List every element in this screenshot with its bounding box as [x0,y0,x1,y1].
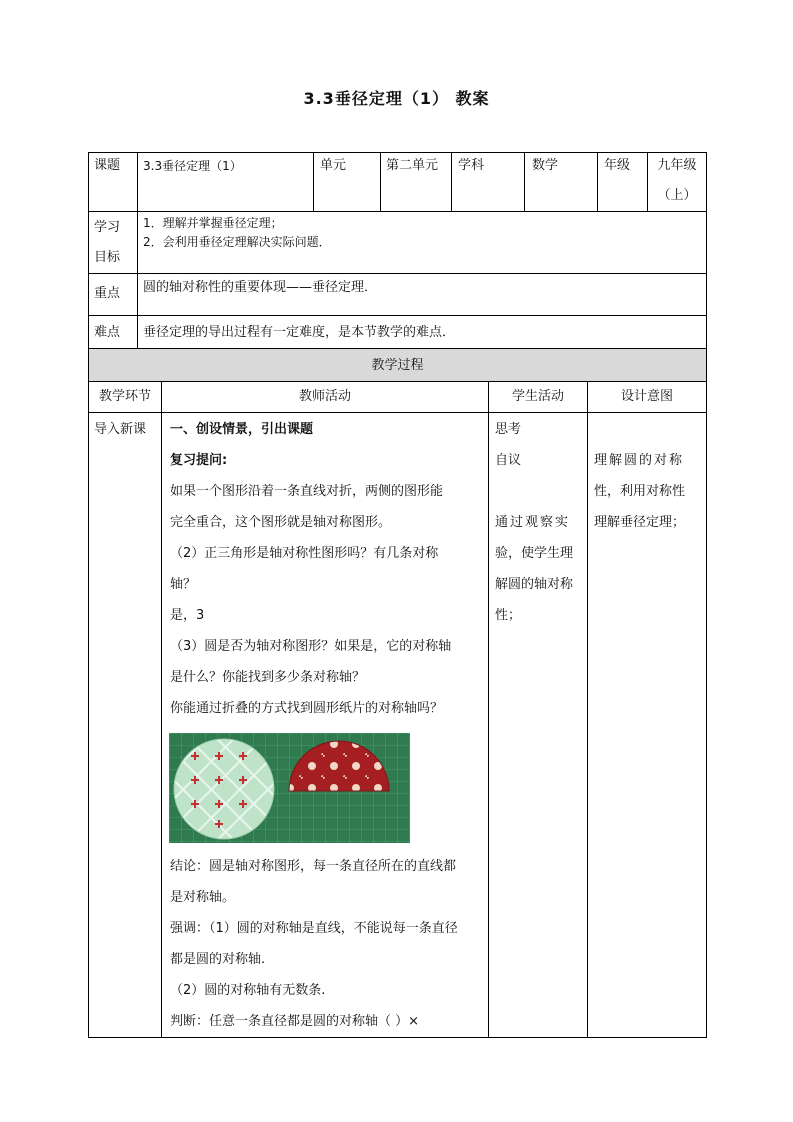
col-design-header: 设计意图 [620,389,673,404]
student-line: 解圆的轴对称 [495,577,574,592]
teacher-line: 如果一个图形沿着一条直线对折，两侧的图形能 [170,484,444,499]
goal-item-1: 1．理解并掌握垂径定理； [143,216,283,230]
col-teacher-header: 教师活动 [298,389,351,404]
teacher-line: （2）圆的对称轴有无数条. [170,983,326,998]
teacher-heading: 一、创设情景，引出课题 [170,422,314,437]
course-label: 课题 [94,158,121,173]
goals-label-line2: 目标 [94,250,121,265]
goals-label-line1: 学习 [94,220,121,235]
student-line: 自议 [495,453,522,468]
col-student-header: 学生活动 [511,389,564,404]
key-point-label: 重点 [94,286,121,301]
teacher-review: 复习提问: [170,453,228,468]
student-line: 验，使学生理 [495,546,574,561]
teacher-line: 完全重合，这个图形就是轴对称图形。 [170,515,392,530]
paper-circle-illustration [169,733,410,843]
teacher-line: 是什么？你能找到多少条对称轴？ [170,670,366,685]
key-point-text: 圆的轴对称性的重要体现——垂径定理． [143,280,378,295]
unit-label: 单元 [320,158,347,173]
teacher-line: （2）正三角形是轴对称性图形吗？有几条对称 [170,546,439,561]
grade-label: 年级 [604,158,631,173]
course-value: 3.3垂径定理（1） [143,159,242,173]
teacher-line: 结论：圆是轴对称图形，每一条直径所在的直线都 [170,859,457,874]
unit-value: 第二单元 [386,158,439,173]
student-line: 性； [495,608,522,623]
design-line: 性，利用对称性 [594,484,686,499]
difficulty-text: 垂径定理的导出过程有一定难度，是本节教学的难点． [143,325,456,340]
difficulty-label: 难点 [94,325,121,340]
goal-item-2: 2．会利用垂径定理解决实际问题． [143,235,331,249]
teacher-activity [170,420,482,730]
teacher-activity-after [170,857,482,1043]
teacher-line: 判断：任意一条直径都是圆的对称轴（ ）× [170,1014,420,1029]
teacher-line: 强调：（1）圆的对称轴是直线，不能说每一条直径 [170,921,458,936]
student-line: 通过观察实 [495,515,571,530]
grade-value-line1: 九年级 [657,158,697,173]
teacher-line: 你能通过折叠的方式找到圆形纸片的对称轴吗？ [170,701,444,716]
col-stage-header: 教学环节 [98,389,151,404]
grade-value-line2: （上） [657,188,697,203]
subject-value: 数学 [532,158,559,173]
teacher-line: （3）圆是否为轴对称图形？如果是，它的对称轴 [170,639,452,654]
process-banner: 教学过程 [371,358,424,373]
student-line: 思考 [495,422,522,437]
stage-intro: 导入新课 [94,422,147,437]
teacher-line: 是，3 [170,608,205,623]
teacher-line: 是对称轴。 [170,890,236,905]
teacher-line: 轴？ [170,577,197,592]
design-line: 理解垂径定理； [594,515,686,530]
subject-label: 学科 [458,158,485,173]
teacher-line: 都是圆的对称轴. [170,952,266,967]
design-line: 理解圆的对称 [594,453,685,468]
page-title: 3.3垂径定理（1） 教案 [303,89,490,108]
